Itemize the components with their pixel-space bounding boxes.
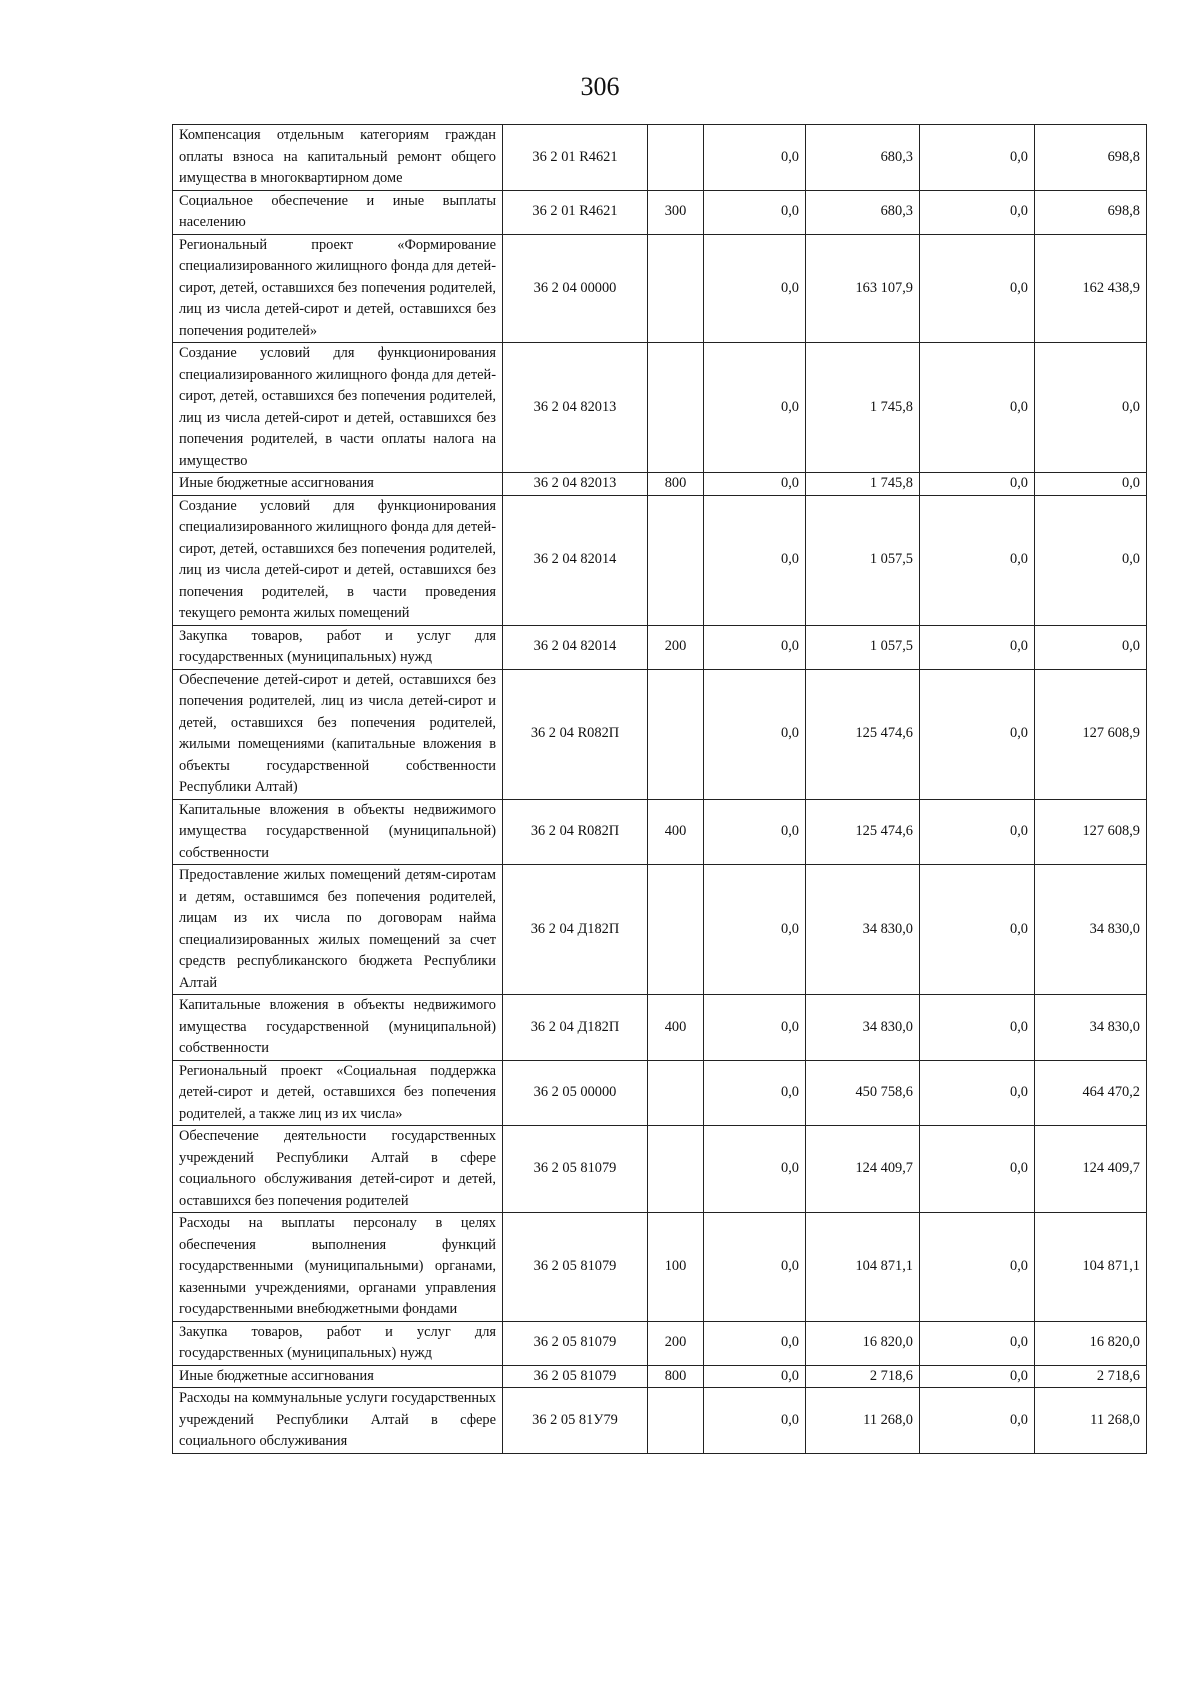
- row-value-1: 0,0: [704, 125, 806, 191]
- row-expense-type: [648, 343, 704, 473]
- row-name: Закупка товаров, работ и услуг для государственных (муниципальных) нужд: [173, 625, 503, 669]
- row-name: Капитальные вложения в объекты недвижимого имущества государственной (муниципальной) собственности: [173, 995, 503, 1061]
- row-value-3: 0,0: [920, 1060, 1035, 1126]
- row-value-3: 0,0: [920, 669, 1035, 799]
- row-value-4: 104 871,1: [1035, 1213, 1147, 1322]
- table-row: [173, 473, 1147, 496]
- row-expense-type: [648, 1126, 704, 1213]
- row-value-2: 680,3: [806, 125, 920, 191]
- row-expense-type: [648, 495, 704, 625]
- row-value-2: 34 830,0: [806, 865, 920, 995]
- page-number: 306: [580, 72, 620, 101]
- row-value-2: 1 057,5: [806, 495, 920, 625]
- table-row: [173, 234, 1147, 343]
- row-value-1: 0,0: [704, 865, 806, 995]
- row-name: Обеспечение детей-сирот и детей, оставшихся без попечения родителей, лиц из числа детей-сирот и детей, оставшихся без попечения родителей, жилыми помещениями (капитальные вложения в объекты государственной собственности Республики Алтай): [173, 669, 503, 799]
- table-row: [173, 799, 1147, 865]
- row-value-4: 0,0: [1035, 625, 1147, 669]
- row-value-3: 0,0: [920, 1388, 1035, 1454]
- row-value-4: 34 830,0: [1035, 865, 1147, 995]
- row-expense-type: [648, 1388, 704, 1454]
- row-value-2: 680,3: [806, 190, 920, 234]
- row-value-1: 0,0: [704, 1060, 806, 1126]
- row-value-3: 0,0: [920, 1126, 1035, 1213]
- table-row: [173, 1060, 1147, 1126]
- row-name: Создание условий для функционирования специализированного жилищного фонда для детей-сирот, детей, оставшихся без попечения родителей, лиц из числа детей-сирот и детей, оставшихся без попечения родителей, в части проведения текущего ремонта жилых помещений: [173, 495, 503, 625]
- row-value-4: 11 268,0: [1035, 1388, 1147, 1454]
- row-name: Социальное обеспечение и иные выплаты населению: [173, 190, 503, 234]
- row-value-3: 0,0: [920, 625, 1035, 669]
- row-value-2: 1 057,5: [806, 625, 920, 669]
- row-code: 36 2 01 R4621: [503, 125, 648, 191]
- row-value-3: 0,0: [920, 234, 1035, 343]
- table-row: [173, 343, 1147, 473]
- row-value-4: 127 608,9: [1035, 669, 1147, 799]
- row-name: Капитальные вложения в объекты недвижимого имущества государственной (муниципальной) собственности: [173, 799, 503, 865]
- table-row: [173, 1321, 1147, 1365]
- row-value-3: 0,0: [920, 1213, 1035, 1322]
- row-value-3: 0,0: [920, 473, 1035, 496]
- row-value-1: 0,0: [704, 1321, 806, 1365]
- row-value-3: 0,0: [920, 343, 1035, 473]
- row-code: 36 2 05 81079: [503, 1365, 648, 1388]
- row-name: Закупка товаров, работ и услуг для государственных (муниципальных) нужд: [173, 1321, 503, 1365]
- row-value-4: 698,8: [1035, 190, 1147, 234]
- row-value-2: 124 409,7: [806, 1126, 920, 1213]
- table-row: [173, 1213, 1147, 1322]
- row-value-2: 1 745,8: [806, 343, 920, 473]
- row-expense-type: 400: [648, 995, 704, 1061]
- row-value-1: 0,0: [704, 495, 806, 625]
- row-value-1: 0,0: [704, 799, 806, 865]
- row-expense-type: [648, 234, 704, 343]
- table-row: [173, 125, 1147, 191]
- row-value-1: 0,0: [704, 343, 806, 473]
- table-row: [173, 190, 1147, 234]
- row-expense-type: [648, 669, 704, 799]
- row-name: Предоставление жилых помещений детям-сиротам и детям, оставшимся без попечения родителей, лицам из их числа по договорам найма специализированных жилых помещений за счет средств республиканского бюджета Республики Алтай: [173, 865, 503, 995]
- row-name: Иные бюджетные ассигнования: [173, 473, 503, 496]
- row-value-1: 0,0: [704, 1126, 806, 1213]
- row-expense-type: [648, 125, 704, 191]
- row-value-4: 162 438,9: [1035, 234, 1147, 343]
- row-value-2: 450 758,6: [806, 1060, 920, 1126]
- table-row: [173, 1388, 1147, 1454]
- row-value-3: 0,0: [920, 799, 1035, 865]
- row-code: 36 2 04 82014: [503, 495, 648, 625]
- row-expense-type: 100: [648, 1213, 704, 1322]
- row-name: Региональный проект «Социальная поддержка детей-сирот и детей, оставшихся без попечения родителей, а также лиц из их числа»: [173, 1060, 503, 1126]
- row-value-2: 34 830,0: [806, 995, 920, 1061]
- row-name: Иные бюджетные ассигнования: [173, 1365, 503, 1388]
- row-value-4: 127 608,9: [1035, 799, 1147, 865]
- row-code: 36 2 04 82013: [503, 343, 648, 473]
- row-value-1: 0,0: [704, 190, 806, 234]
- row-code: 36 2 04 R082П: [503, 799, 648, 865]
- row-expense-type: 200: [648, 1321, 704, 1365]
- table-row: [173, 669, 1147, 799]
- row-value-1: 0,0: [704, 473, 806, 496]
- row-value-3: 0,0: [920, 125, 1035, 191]
- row-value-1: 0,0: [704, 995, 806, 1061]
- row-code: 36 2 05 81079: [503, 1126, 648, 1213]
- row-expense-type: 200: [648, 625, 704, 669]
- row-name: Создание условий для функционирования специализированного жилищного фонда для детей-сирот, детей, оставшихся без попечения родителей, лиц из числа детей-сирот и детей, оставшихся без попечения родителей, в части оплаты налога на имущество: [173, 343, 503, 473]
- row-code: 36 2 01 R4621: [503, 190, 648, 234]
- row-code: 36 2 04 00000: [503, 234, 648, 343]
- row-name: Компенсация отдельным категориям граждан оплаты взноса на капитальный ремонт общего имущества в многоквартирном доме: [173, 125, 503, 191]
- row-value-3: 0,0: [920, 995, 1035, 1061]
- table-row: [173, 625, 1147, 669]
- row-code: 36 2 04 82014: [503, 625, 648, 669]
- row-value-2: 2 718,6: [806, 1365, 920, 1388]
- row-value-2: 104 871,1: [806, 1213, 920, 1322]
- row-value-1: 0,0: [704, 625, 806, 669]
- row-expense-type: [648, 865, 704, 995]
- row-value-1: 0,0: [704, 1388, 806, 1454]
- row-expense-type: 300: [648, 190, 704, 234]
- row-name: Расходы на выплаты персоналу в целях обеспечения выполнения функций государственными (муниципальными) органами, казенными учреждениями, органами управления государственными внебюджетными фондами: [173, 1213, 503, 1322]
- row-code: 36 2 05 81079: [503, 1321, 648, 1365]
- row-value-3: 0,0: [920, 1365, 1035, 1388]
- row-value-4: 2 718,6: [1035, 1365, 1147, 1388]
- row-value-2: 163 107,9: [806, 234, 920, 343]
- row-value-3: 0,0: [920, 190, 1035, 234]
- row-code: 36 2 05 81079: [503, 1213, 648, 1322]
- row-value-3: 0,0: [920, 495, 1035, 625]
- row-name: Обеспечение деятельности государственных учреждений Республики Алтай в сфере социального обслуживания детей-сирот и детей, оставшихся без попечения родителей: [173, 1126, 503, 1213]
- row-code: 36 2 04 Д182П: [503, 865, 648, 995]
- row-expense-type: 400: [648, 799, 704, 865]
- row-value-4: 16 820,0: [1035, 1321, 1147, 1365]
- row-value-1: 0,0: [704, 234, 806, 343]
- budget-table-body: [173, 125, 1147, 1454]
- row-value-2: 11 268,0: [806, 1388, 920, 1454]
- row-value-2: 16 820,0: [806, 1321, 920, 1365]
- row-value-3: 0,0: [920, 1321, 1035, 1365]
- row-value-4: 0,0: [1035, 495, 1147, 625]
- row-value-2: 125 474,6: [806, 799, 920, 865]
- table-row: [173, 865, 1147, 995]
- row-code: 36 2 04 82013: [503, 473, 648, 496]
- row-code: 36 2 05 00000: [503, 1060, 648, 1126]
- row-value-4: 124 409,7: [1035, 1126, 1147, 1213]
- row-value-4: 0,0: [1035, 473, 1147, 496]
- row-name: Расходы на коммунальные услуги государственных учреждений Республики Алтай в сфере социального обслуживания: [173, 1388, 503, 1454]
- row-value-2: 125 474,6: [806, 669, 920, 799]
- row-value-4: 0,0: [1035, 343, 1147, 473]
- table-row: [173, 1365, 1147, 1388]
- row-expense-type: 800: [648, 1365, 704, 1388]
- row-value-4: 698,8: [1035, 125, 1147, 191]
- row-value-1: 0,0: [704, 1365, 806, 1388]
- row-value-1: 0,0: [704, 1213, 806, 1322]
- row-value-3: 0,0: [920, 865, 1035, 995]
- row-value-2: 1 745,8: [806, 473, 920, 496]
- row-value-1: 0,0: [704, 669, 806, 799]
- row-expense-type: 800: [648, 473, 704, 496]
- row-code: 36 2 04 Д182П: [503, 995, 648, 1061]
- row-value-4: 34 830,0: [1035, 995, 1147, 1061]
- row-code: 36 2 05 81У79: [503, 1388, 648, 1454]
- row-code: 36 2 04 R082П: [503, 669, 648, 799]
- row-expense-type: [648, 1060, 704, 1126]
- table-row: [173, 995, 1147, 1061]
- row-name: Региональный проект «Формирование специализированного жилищного фонда для детей-сирот, детей, оставшихся без попечения родителей, лиц из числа детей-сирот и детей, оставшихся без попечения родителей»: [173, 234, 503, 343]
- table-row: [173, 1126, 1147, 1213]
- table-row: [173, 495, 1147, 625]
- budget-table: [172, 124, 1147, 1454]
- row-value-4: 464 470,2: [1035, 1060, 1147, 1126]
